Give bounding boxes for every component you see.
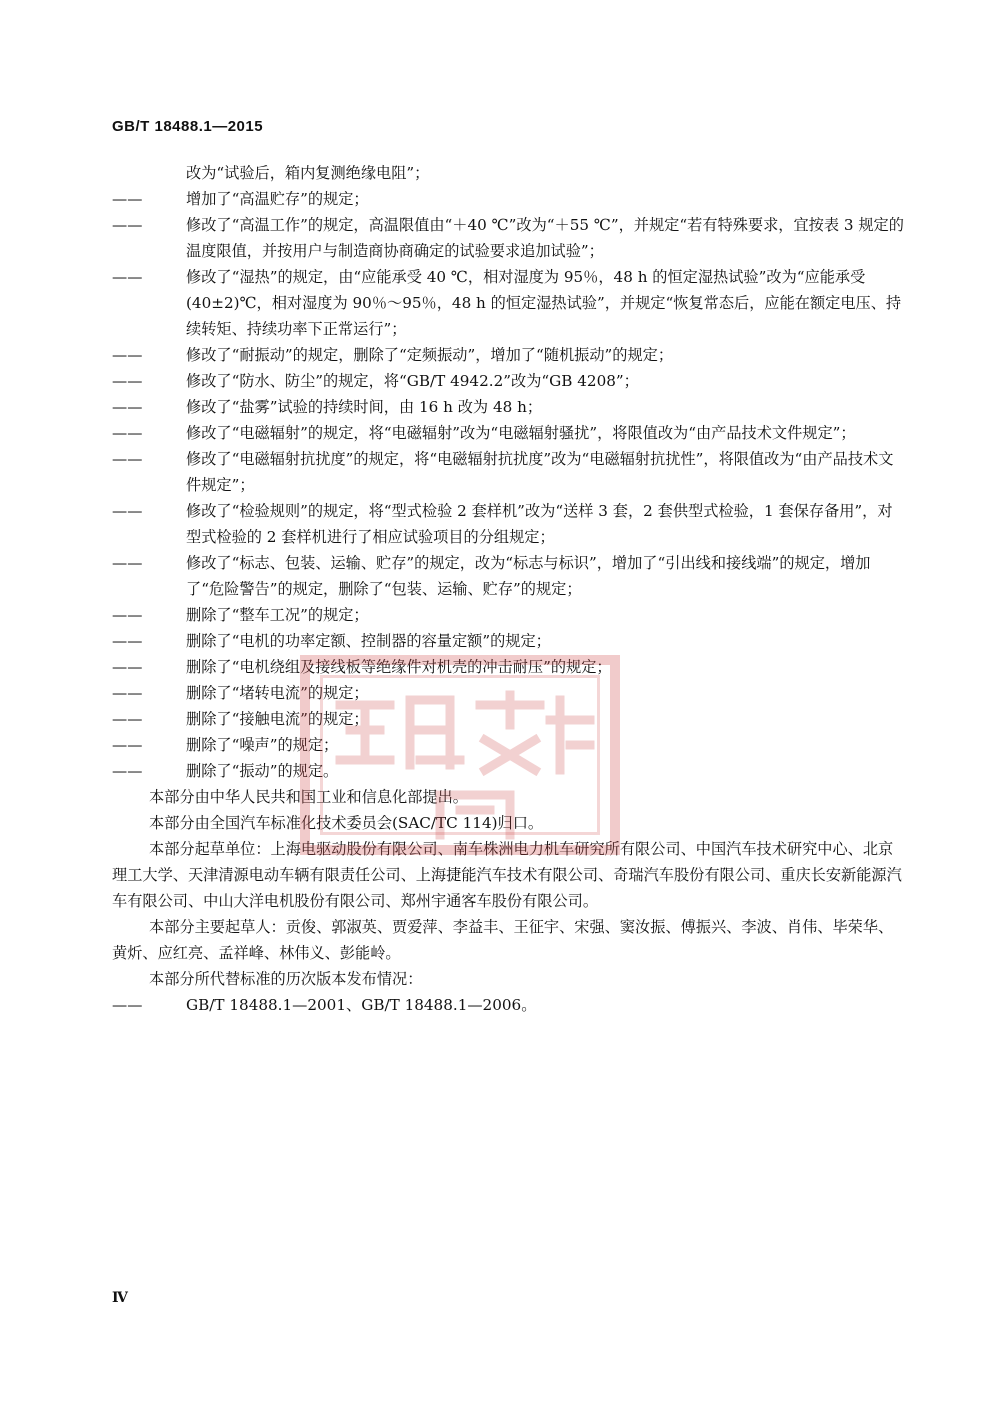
paragraph: 本部分由中华人民共和国工业和信息化部提出。 [149, 788, 468, 806]
list-item-text: 修改了“盐雾”试验的持续时间，由 16 h 改为 48 h； [186, 398, 543, 416]
paragraph: 本部分所代替标准的历次版本发布情况： [149, 970, 423, 988]
list-item-text: 删除了“振动”的规定。 [186, 762, 339, 780]
dash-mark: —— [112, 216, 143, 234]
list-item [112, 628, 904, 654]
list-item [112, 186, 904, 212]
list-item-text: 修改了“标志、包装、运输、贮存”的规定，改为“标志与标识”，增加了“引出线和接线端”的规定，增加了“危险警告”的规定，删除了“包装、运输、贮存”的规定； [186, 554, 871, 598]
list-item [112, 758, 904, 784]
dash-mark: —— [112, 190, 143, 208]
dash-mark: —— [112, 554, 143, 572]
paragraph: 本部分起草单位：上海电驱动股份有限公司、南车株洲电力机车研究所有限公司、中国汽车技术研究中心、北京理工大学、天津清源电动车辆有限责任公司、上海捷能汽车技术有限公司、奇瑞汽车股份有限公司、重庆长安新能源汽车有限公司、中山大洋电机股份有限公司、郑州宇通客车股份有限公司。 [112, 840, 902, 910]
standard-number-header: GB/T 18488.1—2015 [112, 118, 264, 135]
list-item-text: 修改了“高温工作”的规定，高温限值由“＋40 ℃”改为“＋55 ℃”，并规定“若有特殊要求，宜按表 3 规定的温度限值，并按用户与制造商协商确定的试验要求追加试验”； [186, 216, 904, 260]
list-item-text: GB/T 18488.1—2001、GB/T 18488.1—2006。 [186, 996, 537, 1014]
list-item [112, 368, 904, 394]
dash-mark: —— [112, 372, 143, 390]
dash-mark: —— [112, 606, 143, 624]
dash-mark: —— [112, 398, 143, 416]
paragraph: 本部分由全国汽车标准化技术委员会(SAC/TC 114)归口。 [149, 814, 544, 832]
list-item [112, 602, 904, 628]
list-item [112, 498, 904, 550]
page-number: Ⅳ [112, 1290, 128, 1306]
list-item-text: 修改了“电磁辐射抗扰度”的规定，将“电磁辐射抗扰度”改为“电磁辐射抗扰性”，将限值改为“由产品技术文件规定”； [186, 450, 894, 494]
dash-mark: —— [112, 424, 143, 442]
list-item-text: 删除了“电机的功率定额、控制器的容量定额”的规定； [186, 632, 551, 650]
list-item-text: 修改了“湿热”的规定，由“应能承受 40 ℃，相对湿度为 95％，48 h 的恒定湿热试验”改为“应能承受(40±2)℃，相对湿度为 90％～95％，48 h 的恒定湿热试验”，并规定“恢复常态后，应能在额定电压、持续转矩、持续功率下正常运行”； [186, 268, 902, 338]
list-item [112, 680, 904, 706]
dash-mark: —— [112, 502, 143, 520]
list-item-text: 修改了“检验规则”的规定，将“型式检验 2 套样机”改为“送样 3 套，2 套供型式检验，1 套保存备用”，对型式检验的 2 套样机进行了相应试验项目的分组规定； [186, 502, 893, 546]
list-item [112, 550, 904, 602]
list-item [112, 992, 904, 1018]
dash-mark: —— [112, 996, 143, 1014]
list-item [112, 264, 904, 342]
list-item [112, 212, 904, 264]
list-item [112, 654, 904, 680]
list-item [112, 394, 904, 420]
list-item [112, 420, 904, 446]
list-item-text: 修改了“电磁辐射”的规定，将“电磁辐射”改为“电磁辐射骚扰”，将限值改为“由产品技术文件规定”； [186, 424, 856, 442]
dash-mark: —— [112, 684, 143, 702]
continuation-line: 改为“试验后，箱内复测绝缘电阻”； [186, 164, 430, 182]
list-item-text: 删除了“电机绕组及接线板等绝缘件对机壳的冲击耐压”的规定； [186, 658, 612, 676]
dash-mark: —— [112, 736, 143, 754]
list-item-text: 删除了“噪声”的规定； [186, 736, 339, 754]
list-item-text: 增加了“高温贮存”的规定； [186, 190, 369, 208]
dash-mark: —— [112, 346, 143, 364]
dash-mark: —— [112, 450, 143, 468]
list-item-text: 修改了“耐振动”的规定，删除了“定频振动”，增加了“随机振动”的规定； [186, 346, 674, 364]
dash-mark: —— [112, 762, 143, 780]
dash-mark: —— [112, 268, 143, 286]
dash-mark: —— [112, 658, 143, 676]
list-item-text: 删除了“接触电流”的规定； [186, 710, 369, 728]
dash-mark: —— [112, 710, 143, 728]
list-item [112, 706, 904, 732]
dash-mark: —— [112, 632, 143, 650]
document-body [112, 160, 904, 1018]
list-item [112, 342, 904, 368]
list-item-text: 删除了“堵转电流”的规定； [186, 684, 369, 702]
list-item-text: 修改了“防水、防尘”的规定，将“GB/T 4942.2”改为“GB 4208”； [186, 372, 639, 390]
paragraph: 本部分主要起草人：贡俊、郭淑英、贾爱萍、李益丰、王征宇、宋强、窦汝振、傅振兴、李波、肖伟、毕荣华、黄炘、应红亮、孟祥峰、林伟义、彭能岭。 [112, 918, 894, 962]
list-item [112, 446, 904, 498]
list-item [112, 732, 904, 758]
list-item-text: 删除了“整车工况”的规定； [186, 606, 369, 624]
